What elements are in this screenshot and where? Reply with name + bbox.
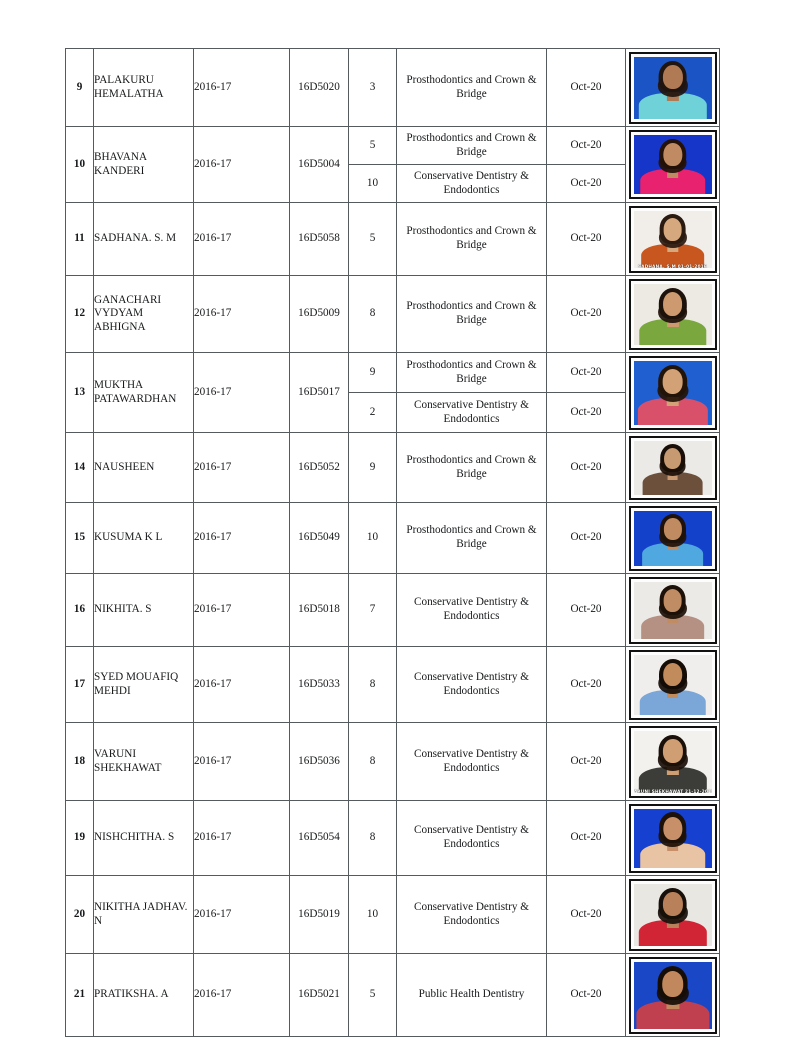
cell-date: Oct-20 [547,353,626,393]
cell-serial-number: 16 [66,574,94,647]
cell-serial-number: 14 [66,433,94,503]
cell-serial-number: 19 [66,801,94,876]
cell-academic-year: 2016-17 [194,574,290,647]
cell-serial-number: 11 [66,203,94,276]
cell-student-name: KUSUMA K L [94,503,194,574]
student-photo [629,957,717,1034]
photo-inner [631,579,715,642]
cell-academic-year: 2016-17 [194,49,290,127]
table-row [66,276,720,353]
student-photo-cell [626,876,720,954]
cell-count: 8 [349,723,397,801]
student-photo [629,356,717,430]
photo-inner [631,508,715,569]
table-row [66,954,720,1037]
student-registry-table [65,48,720,1037]
cell-subject: Prosthodontics and Crown & Bridge [397,276,547,353]
student-photo-cell [626,49,720,127]
cell-count: 5 [349,127,397,165]
photo-face [662,65,682,89]
cell-count: 10 [349,503,397,574]
cell-academic-year: 2016-17 [194,801,290,876]
photo-caption: SADHANA. S.M 01-01-2016 [637,264,708,270]
student-photo [629,804,717,873]
cell-subject: Conservative Dentistry & Endodontics [397,574,547,647]
student-photo [629,506,717,571]
cell-date: Oct-20 [547,203,626,276]
cell-count: 5 [349,954,397,1037]
cell-serial-number: 17 [66,647,94,723]
cell-date: Oct-20 [547,876,626,954]
cell-student-name: PRATIKSHA. A [94,954,194,1037]
student-photo [629,436,717,500]
cell-student-id: 16D5049 [290,503,349,574]
cell-count: 9 [349,353,397,393]
cell-student-id: 16D5033 [290,647,349,723]
cell-student-name: MUKTHA PATAWARDHAN [94,353,194,433]
cell-academic-year: 2016-17 [194,203,290,276]
student-photo [629,650,717,720]
table-row [66,801,720,876]
photo-inner [631,132,715,197]
cell-academic-year: 2016-17 [194,647,290,723]
cell-count: 10 [349,165,397,203]
photo-face [663,143,682,166]
photo-inner [631,438,715,498]
photo-face [662,369,683,394]
cell-student-id: 16D5019 [290,876,349,954]
photo-face [662,739,682,763]
table-row [66,647,720,723]
photo-inner [631,728,715,796]
cell-subject: Prosthodontics and Crown & Bridge [397,127,547,165]
cell-subject: Conservative Dentistry & Endodontics [397,393,547,433]
photo-face [662,971,684,997]
cell-subject: Conservative Dentistry & Endodontics [397,647,547,723]
table-row [66,876,720,954]
cell-student-name: BHAVANA KANDERI [94,127,194,203]
cell-date: Oct-20 [547,127,626,165]
student-photo [629,130,717,199]
cell-subject: Prosthodontics and Crown & Bridge [397,433,547,503]
cell-subject: Conservative Dentistry & Endodontics [397,723,547,801]
student-photo [629,879,717,951]
photo-face [663,817,682,840]
student-photo-cell [626,801,720,876]
photo-inner [631,208,715,271]
cell-date: Oct-20 [547,49,626,127]
student-photo-cell [626,574,720,647]
cell-academic-year: 2016-17 [194,433,290,503]
cell-count: 5 [349,203,397,276]
photo-inner [631,54,715,122]
table-row [66,723,720,801]
cell-date: Oct-20 [547,503,626,574]
student-photo-cell [626,503,720,574]
cell-student-name: PALAKURU HEMALATHA [94,49,194,127]
cell-serial-number: 10 [66,127,94,203]
table-row [66,433,720,503]
student-photo [629,726,717,798]
photo-inner [631,806,715,871]
cell-serial-number: 13 [66,353,94,433]
student-photo [629,577,717,644]
cell-serial-number: 9 [66,49,94,127]
table-row [66,49,720,127]
cell-student-id: 16D5058 [290,203,349,276]
cell-subject: Conservative Dentistry & Endodontics [397,165,547,203]
cell-student-id: 16D5021 [290,954,349,1037]
cell-student-id: 16D5020 [290,49,349,127]
cell-student-id: 16D5036 [290,723,349,801]
cell-academic-year: 2016-17 [194,723,290,801]
cell-academic-year: 2016-17 [194,276,290,353]
student-photo-cell [626,433,720,503]
student-photo [629,279,717,350]
table-row [66,127,720,165]
cell-student-name: SADHANA. S. M [94,203,194,276]
photo-face [663,292,683,316]
student-photo [629,52,717,124]
cell-student-id: 16D5052 [290,433,349,503]
table-row [66,503,720,574]
cell-date: Oct-20 [547,801,626,876]
cell-student-name: NAUSHEEN [94,433,194,503]
cell-student-id: 16D5017 [290,353,349,433]
student-photo-cell [626,647,720,723]
cell-count: 8 [349,647,397,723]
cell-date: Oct-20 [547,433,626,503]
cell-student-name: GANACHARI VYDYAM ABHIGNA [94,276,194,353]
cell-date: Oct-20 [547,647,626,723]
cell-academic-year: 2016-17 [194,127,290,203]
cell-count: 8 [349,801,397,876]
cell-date: Oct-20 [547,276,626,353]
student-photo-cell [626,723,720,801]
cell-serial-number: 20 [66,876,94,954]
table-row [66,574,720,647]
student-photo [629,206,717,273]
cell-date: Oct-20 [547,165,626,203]
cell-date: Oct-20 [547,393,626,433]
photo-face [662,892,682,916]
cell-count: 2 [349,393,397,433]
table-body [66,49,720,1037]
cell-serial-number: 21 [66,954,94,1037]
cell-date: Oct-20 [547,574,626,647]
registry-table-container [65,48,719,1037]
cell-student-id: 16D5054 [290,801,349,876]
cell-subject: Public Health Dentistry [397,954,547,1037]
cell-academic-year: 2016-17 [194,954,290,1037]
cell-student-id: 16D5009 [290,276,349,353]
cell-subject: Conservative Dentistry & Endodontics [397,876,547,954]
photo-face [663,218,682,241]
cell-student-name: NISHCHITHA. S [94,801,194,876]
cell-subject: Prosthodontics and Crown & Bridge [397,49,547,127]
table-row [66,203,720,276]
cell-date: Oct-20 [547,723,626,801]
student-photo-cell [626,127,720,203]
cell-serial-number: 18 [66,723,94,801]
photo-face [663,589,682,612]
cell-serial-number: 12 [66,276,94,353]
cell-student-name: NIKITHA JADHAV. N [94,876,194,954]
photo-inner [631,881,715,949]
cell-student-name: SYED MOUAFIQ MEHDI [94,647,194,723]
cell-count: 10 [349,876,397,954]
cell-student-id: 16D5004 [290,127,349,203]
cell-student-name: VARUNI SHEKHAWAT [94,723,194,801]
cell-count: 3 [349,49,397,127]
student-photo-cell [626,203,720,276]
student-photo-cell [626,276,720,353]
photo-caption: VARUNI SHEKHAWAT 21-12-2015 [630,789,715,795]
cell-academic-year: 2016-17 [194,503,290,574]
cell-serial-number: 15 [66,503,94,574]
photo-face [663,518,681,540]
cell-subject: Prosthodontics and Crown & Bridge [397,503,547,574]
cell-subject: Prosthodontics and Crown & Bridge [397,353,547,393]
cell-student-name: NIKHITA. S [94,574,194,647]
cell-subject: Prosthodontics and Crown & Bridge [397,203,547,276]
table-row [66,353,720,393]
student-photo-cell [626,353,720,433]
cell-academic-year: 2016-17 [194,876,290,954]
cell-academic-year: 2016-17 [194,353,290,433]
photo-inner [631,281,715,348]
student-photo-cell [626,954,720,1037]
cell-count: 7 [349,574,397,647]
photo-face [664,448,682,470]
photo-inner [631,652,715,718]
cell-student-id: 16D5018 [290,574,349,647]
photo-face [663,663,683,687]
cell-subject: Conservative Dentistry & Endodontics [397,801,547,876]
cell-count: 8 [349,276,397,353]
cell-count: 9 [349,433,397,503]
photo-inner [631,959,715,1032]
photo-inner [631,358,715,428]
cell-date: Oct-20 [547,954,626,1037]
